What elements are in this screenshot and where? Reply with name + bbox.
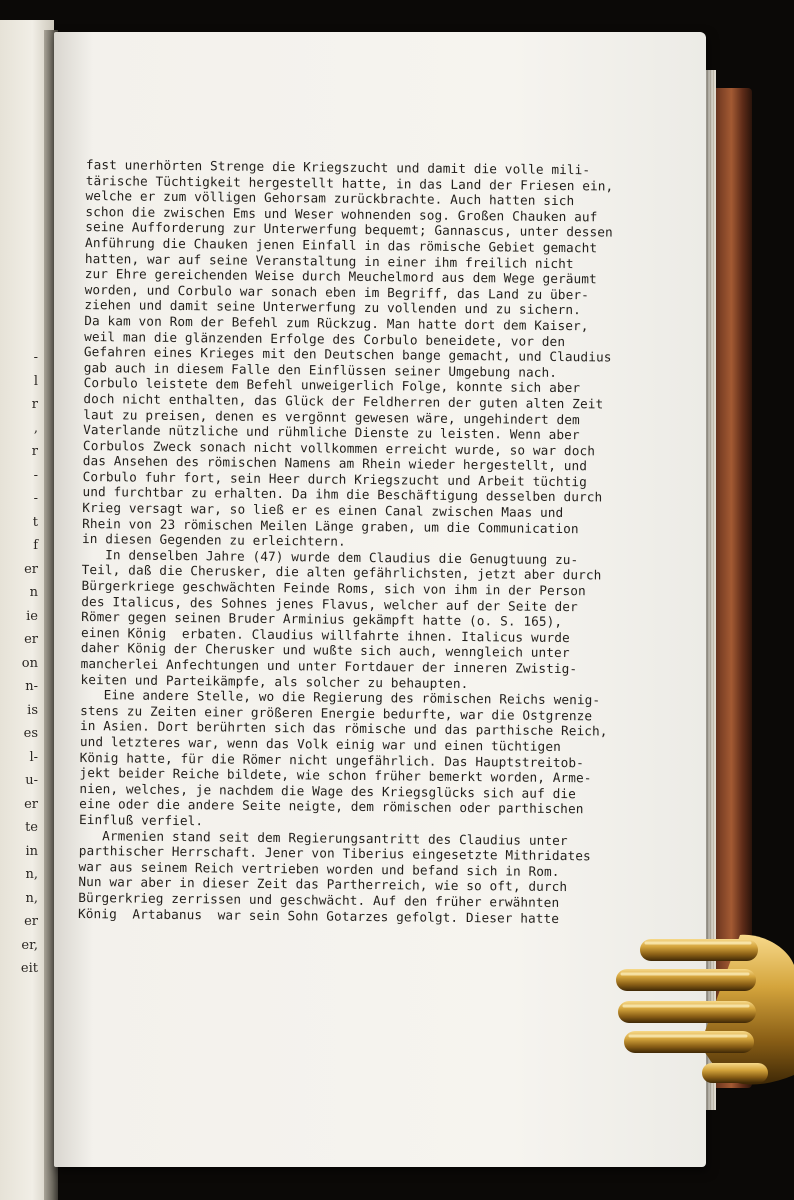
facing-page-fragment: eit xyxy=(20,961,38,976)
text-line: des Italicus, des Sohnes jenes Flavus, welcher auf der Seite der xyxy=(81,593,578,614)
text-line: Krieg versagt war, so ließ er es einen Canal zwischen Maas und xyxy=(82,500,564,521)
facing-page-fragment: f xyxy=(33,538,38,553)
facing-page-fragment: - xyxy=(33,350,38,365)
text-line: und furchtbar zu erhalten. Da ihm die Beschäftigung desselben durch xyxy=(82,484,603,505)
book-page xyxy=(54,32,706,1167)
facing-page-fragment: n- xyxy=(25,679,38,694)
facing-page-fragment: - xyxy=(33,467,38,483)
text-line: eine oder die andere Seite neigte, dem römischen oder parthischen xyxy=(79,796,584,817)
text-line: zur Ehre gereichenden Weise durch Meuchelmord aus dem Wege geräumt xyxy=(84,266,597,287)
facing-page-fragment: er xyxy=(24,561,38,577)
text-line: nien, welches, je nachdem die Wage des Kriegsglücks sich auf die xyxy=(79,780,576,801)
text-line: mancherlei Anfechtungen und unter Fortdauer der inneren Zwistig- xyxy=(80,655,578,677)
text-line: Anführung die Chauken jenen Einfall in das römische Gebiet gemacht xyxy=(85,234,598,256)
facing-page-fragment: es xyxy=(23,726,38,741)
text-line: Vaterlande nützliche und rühmliche Dienste zu leisten. Wenn aber xyxy=(83,422,580,443)
text-line: Armenien stand seit dem Regierungsantritt des Claudius unter xyxy=(78,827,568,848)
text-line: in diesen Gegenden zu erleichtern. xyxy=(81,531,346,549)
text-line: Bürgerkrieg zerrissen und geschwächt. Auf den früher erwähnten xyxy=(78,889,560,910)
facing-page-fragment: n, xyxy=(25,890,38,906)
text-line: in Asien. Dort berührten sich das römische und das parthische Reich, xyxy=(79,718,608,739)
facing-page-fragment: er xyxy=(24,632,38,647)
facing-page-fragment: - xyxy=(33,491,38,506)
facing-page-fragment: te xyxy=(25,820,38,835)
facing-page-fragment: er, xyxy=(21,937,38,953)
text-line: keiten und Parteikämpfe, als solcher zu behaupten. xyxy=(80,671,469,691)
facing-page-fragment: is xyxy=(27,702,38,718)
text-line: schon die zwischen Ems und Weser wohnenden sog. Großen Chauken auf xyxy=(85,203,598,225)
text-line: einen König erbaten. Claudius willfahrte ihnen. Italicus wurde xyxy=(80,624,570,645)
text-line: jekt beider Reiche bildete, wie schon früher bemerkt worden, Arme- xyxy=(79,765,592,786)
text-line: König Artabanus war sein Sohn Gotarzes gefolgt. Dieser hatte xyxy=(78,905,560,926)
text-line: Da kam von Rom der Befehl zum Rückzug. Man hatte dort dem Kaiser, xyxy=(84,312,589,334)
text-line: ziehen und damit seine Unterwerfung zu vollenden und zu sichern. xyxy=(84,297,582,318)
text-line: tärische Tüchtigkeit hergestellt hatte, in das Land der Friesen ein, xyxy=(85,172,614,194)
text-line: weil man die glänzenden Erfolge des Corbulo beneidete, vor den xyxy=(84,328,566,349)
brass-hand-bookholder-icon xyxy=(610,925,794,1095)
text-line: Eine andere Stelle, wo die Regierung des römischen Reichs wenig- xyxy=(80,687,601,708)
text-line: stens zu Zeiten einer größeren Energie bedurfte, war die Ostgrenze xyxy=(80,702,593,724)
text-line: Corbulo leistete dem Befehl unweigerlich Folge, konnte sich aber xyxy=(83,375,581,396)
text-line: gab auch in diesem Falle den Einflüssen seiner Umgebung nach. xyxy=(83,359,558,380)
facing-page-fragment: l- xyxy=(29,749,38,765)
text-line: seine Aufforderung zur Unterwerfung bequemt; Gannascus, unter dessen xyxy=(85,219,613,240)
text-line: war aus seinem Reich vertrieben worden und befand sich in Rom. xyxy=(78,858,560,879)
text-line: Einfluß verfiel. xyxy=(78,811,204,829)
facing-page-fragment: , xyxy=(33,420,38,436)
text-line: Gefahren eines Krieges mit den Deutschen bange gemacht, und Claudius xyxy=(83,344,612,365)
facing-page-fragment: t xyxy=(32,514,38,530)
facing-page-fragment: in xyxy=(25,843,38,859)
text-line: Teil, daß die Cherusker, die alten gefährlichsten, jetzt aber durch xyxy=(81,562,602,583)
text-line: daher König der Cherusker und wußte sich auch, wenngleich unter xyxy=(80,640,570,661)
text-line: doch nicht enthalten, das Glück der Feldherren der guten alten Zeit xyxy=(83,390,604,412)
text-line: laut zu preisen, denen es vergönnt gewesen wäre, ungehindert dem xyxy=(83,406,580,427)
facing-page-fragment: r xyxy=(31,444,38,459)
text-line: fast unerhörten Strenge die Kriegszucht und damit die volle mili- xyxy=(85,157,591,178)
facing-page-fragment: l xyxy=(33,373,38,389)
facing-page-fragment: r xyxy=(31,397,38,412)
facing-page-fragment: on xyxy=(21,655,38,671)
text-line: Rhein von 23 römischen Meilen Länge graben, um die Communication xyxy=(82,515,579,536)
facing-page-fragment: er xyxy=(24,914,38,929)
text-line: worden, und Corbulo war sonach eben im Begriff, das Land zu über- xyxy=(84,281,589,303)
text-line: parthischer Herrschaft. Jener von Tiberius eingesetzte Mithridates xyxy=(78,843,591,864)
text-line: welche er zum völligen Gehorsam zurückbrachte. Auch hatten sich xyxy=(85,188,575,209)
facing-page-text-fragments xyxy=(0,350,44,990)
facing-page-fragment: er xyxy=(24,796,38,812)
text-line: das Ansehen des römischen Namens am Rhein wieder hergestellt, und xyxy=(82,453,588,474)
text-line: Corbulo fuhr fort, sein Heer durch Kriegszucht und Arbeit tüchtig xyxy=(82,468,588,490)
text-line: Corbulos Zweck sonach nicht vollkommen erreicht wurde, so war doch xyxy=(82,437,596,459)
text-line: hatten, war auf seine Veranstaltung in einer ihm freilich nicht xyxy=(84,250,574,271)
text-line: Nun war aber in dieser Zeit das Partherreich, wie so oft, durch xyxy=(78,874,568,895)
text-line: Bürgerkriege geschwächten Feinde Roms, sich von ihm in der Person xyxy=(81,578,586,599)
text-line: In denselben Jahre (47) wurde dem Claudius die Genugtuung zu- xyxy=(81,546,579,568)
facing-page-fragment: ie xyxy=(26,608,38,624)
text-line: und letzteres war, wenn das Volk einig war und einen tüchtigen xyxy=(79,733,561,754)
typed-text-block xyxy=(78,157,691,927)
facing-page-fragment: u- xyxy=(25,773,38,788)
facing-page-fragment: n xyxy=(29,585,38,600)
text-line: König hatte, für die Römer nicht ungefährlich. Das Hauptstreitob- xyxy=(79,749,585,770)
text-line: Römer gegen seinen Bruder Arminius gekämpft hatte (o. S. 165), xyxy=(81,609,563,630)
facing-page-fragment: n, xyxy=(25,867,38,882)
